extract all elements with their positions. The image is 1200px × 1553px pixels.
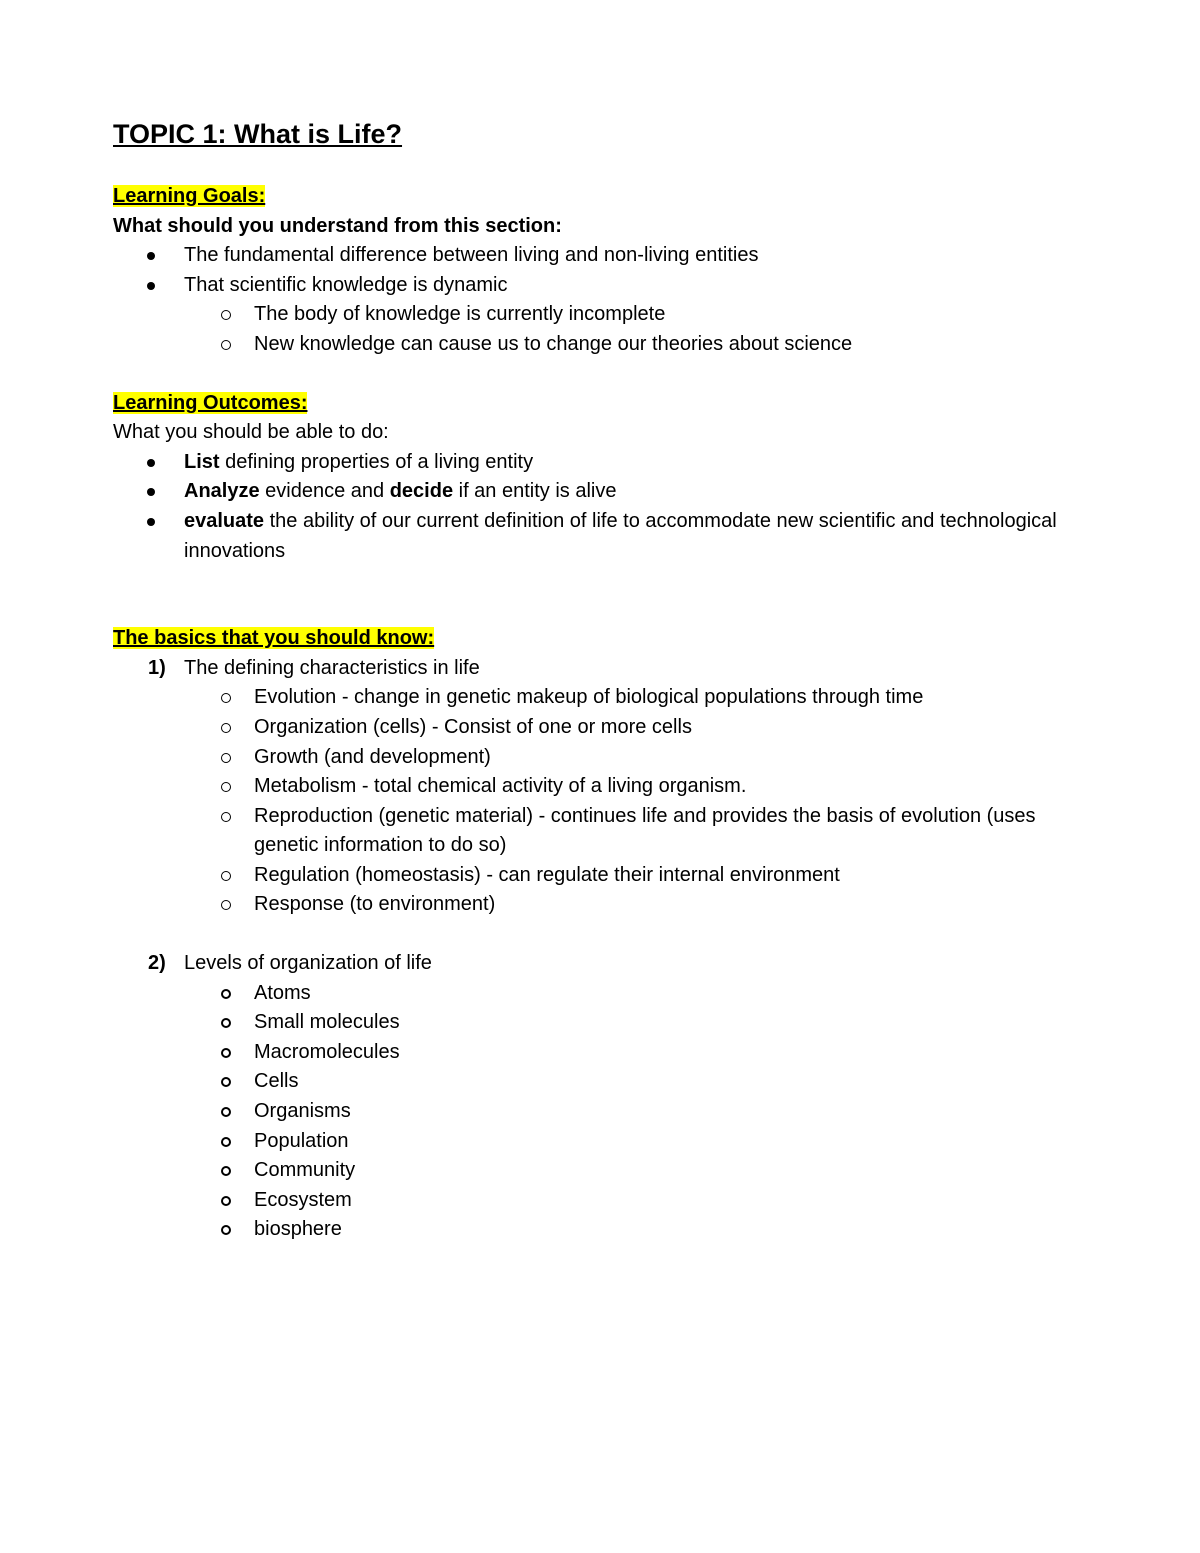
sub-list-item-text: Growth (and development): [254, 745, 491, 768]
page-title: TOPIC 1: What is Life?: [113, 119, 403, 149]
hollow-bullet-icon: [221, 723, 231, 733]
hollow-bullet-icon: [221, 1225, 231, 1235]
sub-list-item: [113, 1038, 1073, 1068]
bullet-icon: [147, 518, 155, 526]
keyword: decide: [389, 480, 454, 503]
bullet-icon: [147, 282, 155, 290]
document-content: [113, 112, 1073, 1245]
list-item-text: That scientific knowledge is dynamic: [184, 273, 508, 296]
sub-list-item-text: Ecosystem: [254, 1188, 352, 1211]
learning-outcomes-list: [113, 448, 1073, 566]
learning-goals-heading: Learning Goals:: [113, 185, 266, 207]
learning-goals-subheading: What should you understand from this section:: [113, 214, 562, 237]
spacer: [113, 566, 1073, 624]
sub-list-item-text: Macromolecules: [254, 1040, 400, 1063]
list-item-text: evidence and: [259, 480, 390, 503]
keyword: List: [184, 450, 220, 473]
hollow-bullet-icon: [221, 1077, 231, 1087]
learning-outcomes-heading: Learning Outcomes:: [113, 391, 308, 414]
list-item-text: the ability of our current definition of life to accommodate new scientific and technological innovations: [184, 509, 1057, 562]
hollow-bullet-icon: [221, 1107, 231, 1117]
list-item: [113, 241, 1073, 271]
sub-list-item-text: Population: [254, 1129, 349, 1152]
hollow-bullet-icon: [221, 989, 231, 999]
hollow-bullet-icon: [221, 753, 231, 763]
sub-list-item-text: Response (to environment): [254, 893, 496, 916]
hollow-bullet-icon: [221, 871, 231, 881]
sub-list-item-text: The body of knowledge is currently incomplete: [254, 303, 666, 326]
sub-list-item: [113, 1067, 1073, 1097]
learning-goals-list: [113, 241, 1073, 300]
sub-list-item: [113, 683, 1073, 713]
hollow-bullet-icon: [221, 693, 231, 703]
list-item: [113, 477, 1073, 507]
sub-list-item-text: Metabolism - total chemical activity of a living organism.: [254, 775, 747, 798]
sub-list-item: [113, 1215, 1073, 1245]
bullet-icon: [147, 252, 155, 260]
spacer: [113, 360, 1073, 389]
hollow-bullet-icon: [221, 1018, 231, 1028]
numbered-item: [113, 654, 1073, 920]
sub-list-item: [113, 713, 1073, 743]
sub-list-item: [113, 330, 1073, 360]
numbered-item-label: Levels of organization of life: [184, 952, 432, 975]
list-item-text: The fundamental difference between living and non-living entities: [184, 244, 759, 267]
sub-list-item: [113, 1186, 1073, 1216]
sub-list-item-text: Organization (cells) - Consist of one or more cells: [254, 715, 692, 738]
sub-list-item-text: Reproduction (genetic material) - continues life and provides the basis of evolution (uses genetic information to do so): [254, 804, 1036, 857]
hollow-bullet-icon: [221, 310, 231, 320]
hollow-bullet-icon: [221, 340, 231, 350]
sub-list-item: [113, 1156, 1073, 1186]
item-number: 1): [148, 656, 166, 679]
learning-goals-section: [113, 182, 1073, 212]
characteristics-list: [184, 683, 1073, 920]
sub-list-item-text: New knowledge can cause us to change our theories about science: [254, 332, 853, 355]
sub-list-item-text: Evolution - change in genetic makeup of biological populations through time: [254, 686, 924, 709]
spacer: [113, 920, 1073, 949]
item-number: 2): [148, 952, 166, 975]
hollow-bullet-icon: [221, 782, 231, 792]
bullet-icon: [147, 488, 155, 496]
sub-list-item-text: Regulation (homeostasis) - can regulate their internal environment: [254, 863, 840, 886]
hollow-bullet-icon: [221, 1166, 231, 1176]
sub-list-item: [113, 1127, 1073, 1157]
keyword: Analyze: [184, 480, 260, 503]
list-item: [113, 448, 1073, 478]
sub-list-item-text: Organisms: [254, 1100, 351, 1123]
sub-list-item: [113, 772, 1073, 802]
hollow-bullet-icon: [221, 1048, 231, 1058]
keyword: evaluate: [184, 509, 265, 532]
sub-list-item-text: Community: [254, 1159, 356, 1182]
sub-list-item-text: Small molecules: [254, 1011, 400, 1034]
list-item: [113, 271, 1073, 301]
learning-goals-sublist: [113, 300, 1073, 359]
organization-levels-list: [184, 979, 1073, 1245]
basics-numbered-list: [113, 654, 1073, 1245]
basics-heading: The basics that you should know:: [113, 627, 435, 650]
numbered-item-label: The defining characteristics in life: [184, 656, 480, 679]
sub-list-item: [113, 861, 1073, 891]
numbered-item: [113, 949, 1073, 1245]
sub-list-item: [113, 1097, 1073, 1127]
sub-list-item: [113, 1008, 1073, 1038]
sub-list-item-text: Atoms: [254, 981, 311, 1004]
basics-section: [113, 624, 1073, 654]
sub-list-item: [113, 979, 1073, 1009]
list-item-text: if an entity is alive: [453, 480, 617, 503]
list-item: [113, 507, 1073, 566]
sub-list-item: [113, 743, 1073, 773]
sub-list-item-text: biosphere: [254, 1218, 342, 1241]
hollow-bullet-icon: [221, 900, 231, 910]
sub-list-item-text: Cells: [254, 1070, 299, 1093]
sub-list-item: [113, 300, 1073, 330]
list-item-text: defining properties of a living entity: [219, 450, 534, 473]
learning-outcomes-intro: What you should be able to do:: [113, 421, 389, 444]
learning-outcomes-section: [113, 389, 1073, 419]
sub-list-item: [113, 890, 1073, 920]
bullet-icon: [147, 459, 155, 467]
hollow-bullet-icon: [221, 1137, 231, 1147]
hollow-bullet-icon: [221, 1196, 231, 1206]
hollow-bullet-icon: [221, 812, 231, 822]
sub-list-item: [113, 802, 1073, 861]
